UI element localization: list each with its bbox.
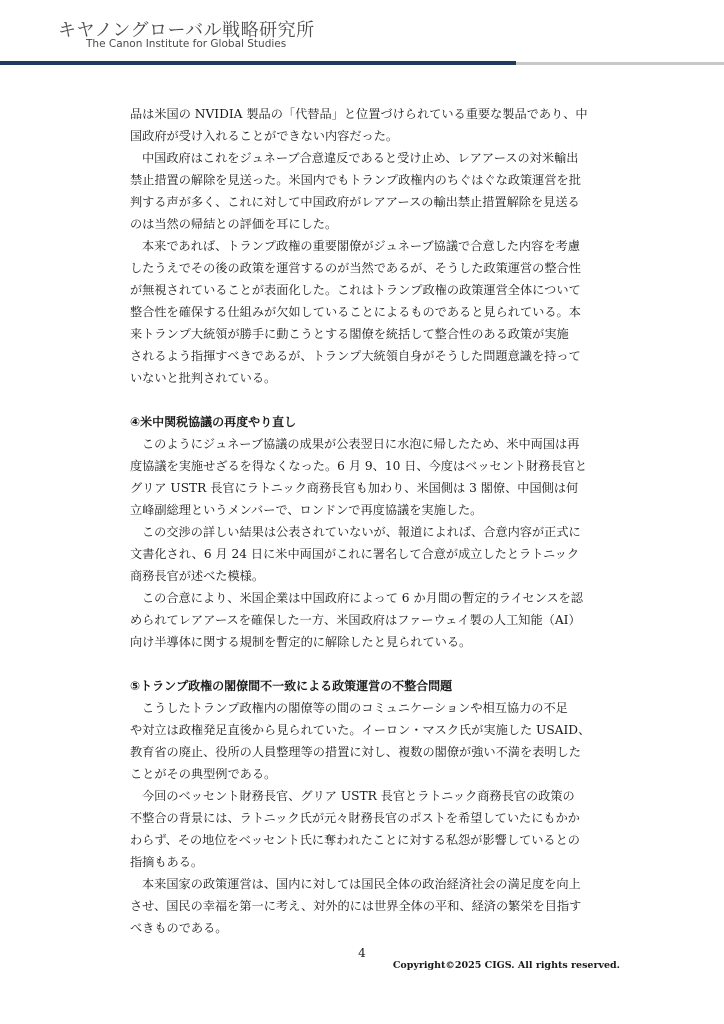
- body-line: べきものである。: [130, 921, 228, 935]
- copyright-notice: Copyright©2025 CIGS. All rights reserved.: [392, 960, 620, 971]
- body-line: このようにジュネーブ協議の成果が公表翌日に水泡に帰したため、米中両国は再: [142, 437, 580, 451]
- body-line: のは当然の帰結との評価を耳にした。: [130, 217, 338, 231]
- body-line: グリア USTR 長官にラトニック商務長官も加わり、米国側は 3 閣僚、中国側は何: [130, 481, 579, 495]
- body-line: 指摘もある。: [130, 855, 204, 869]
- body-line: こうしたトランプ政権内の閣僚等の間のコミュニケーションや相互協力の不足: [142, 701, 568, 715]
- section-gap: [130, 653, 622, 675]
- section-heading-4: ④米中関税協議の再度やり直し: [130, 415, 297, 429]
- body-line: 向け半導体に関する規制を暫定的に解除したと見られている。: [130, 635, 472, 649]
- body-line: 教育省の廃止、役所の人員整理等の措置に対し、複数の閣僚が強い不満を表明した: [130, 745, 581, 759]
- body-line: 立峰副総理というメンバーで、ロンドンで再度協議を実施した。: [130, 503, 483, 517]
- body-line: 本来であれば、トランプ政権の重要閣僚がジュネーブ協議で合意した内容を考慮: [142, 239, 580, 253]
- body-line: 本来国家の政策運営は、国内に対しては国民全体の政治経済社会の満足度を向上: [142, 877, 581, 891]
- body-line: 国政府が受け入れることができない内容だった。: [130, 129, 399, 143]
- section-heading-5: ⑤トランプ政権の閣僚間不一致による政策運営の不整合問題: [130, 679, 453, 693]
- institute-logo-en: The Canon Institute for Global Studies: [86, 38, 287, 50]
- body-line: や対立は政権発足直後から見られていた。イーロン・マスク氏が実施した USAID、: [130, 723, 591, 737]
- body-line: させ、国民の幸福を第一に考え、対外的には世界全体の平和、経済の繁栄を目指す: [130, 899, 582, 913]
- body-line: されるよう指揮すべきであるが、トランプ大統領自身がそうした問題意識を持って: [130, 349, 581, 363]
- body-line: 文書化され、6 月 24 日に米中両国がこれに署名して合意が成立したとラトニック: [130, 547, 580, 561]
- body-line: 禁止措置の解除を見送った。米国内でもトランプ政権内のちぐはぐな政策運営を批: [130, 173, 581, 187]
- body-line: 来トランプ大統領が勝手に動こうとする閣僚を統括して整合性のある政策が実施: [130, 327, 569, 341]
- body-line: ことがその典型例である。: [130, 767, 277, 781]
- body-line: したうえでその後の政策を運営するのが当然であるが、そうした政策運営の整合性: [130, 261, 581, 275]
- institute-logo-jp: キヤノングローバル戦略研究所: [58, 20, 315, 41]
- page-number: 4: [358, 946, 366, 960]
- body-line: 判する声が多く、これに対して中国政府がレアアースの輸出禁止措置解除を見送る: [130, 195, 580, 209]
- body-line: 度協議を実施せざるを得なくなった。6 月 9、10 日、今度はベッセント財務長官と: [130, 459, 588, 473]
- body-line: 整合性を確保する仕組みが欠如していることによるものであると見られている。本: [130, 305, 581, 319]
- body-line: められてレアアースを確保した一方、米国政府はファーウェイ製の人工知能（AI）: [130, 613, 581, 627]
- section-gap: [130, 389, 622, 411]
- body-line: いないと批判されている。: [130, 371, 277, 385]
- body-line: この交渉の詳しい結果は公表されていないが、報道によれば、合意内容が正式に: [142, 525, 581, 539]
- body-line: 商務長官が述べた模様。: [130, 569, 265, 583]
- header-rule-dark: [0, 61, 516, 65]
- page-header: [0, 0, 724, 70]
- body-line: 今回のベッセント財務長官、グリア USTR 長官とラトニック商務長官の政策の: [142, 789, 575, 803]
- body-line: わらず、その地位をベッセント氏に奪われたことに対する私怨が影響しているとの: [130, 833, 580, 847]
- body-line: この合意により、米国企業は中国政府によって 6 か月間の暫定的ライセンスを認: [142, 591, 583, 605]
- body-line: が無視されていることが表面化した。これはトランプ政権の政策運営全体について: [130, 283, 581, 297]
- body-line: 不整合の背景には、ラトニック氏が元々財務長官のポストを希望していたにもかか: [130, 811, 580, 825]
- document-body: [130, 103, 622, 939]
- body-line: 品は米国の NVIDIA 製品の「代替品」と位置づけられている重要な製品であり、中: [130, 107, 588, 121]
- body-line: 中国政府はこれをジュネーブ合意違反であると受け止め、レアアースの対米輸出: [142, 151, 579, 165]
- header-rule-light: [516, 62, 724, 65]
